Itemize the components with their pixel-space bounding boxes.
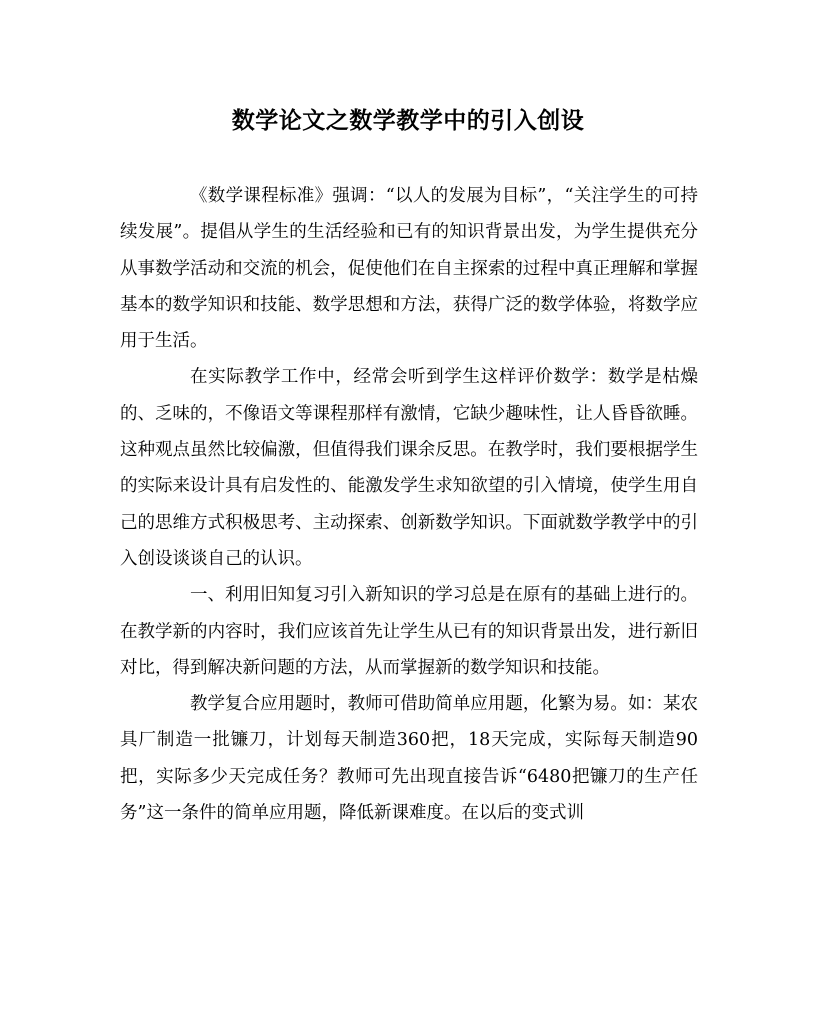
paragraph-reflection: 在实际教学工作中，经常会听到学生这样评价数学：数学是枯燥的、乏味的，不像语文等课程那样有激情，它缺少趣味性，让人昏昏欲睡。这种观点虽然比较偏激，但值得我们课余反思。在教学时，我们要根据学生的实际来设计具有启发性的、能激发学生求知欲望的引入情境，使学生用自己的思维方式积极思考、主动探索、创新数学知识。下面就数学教学中的引入创设谈谈自己的认识。 (120, 367, 698, 569)
paragraph-intro: 《数学课程标准》强调：“以人的发展为目标”，“关注学生的可持续发展”。提倡从学生的生活经验和已有的知识背景出发，为学生提供充分从事数学活动和交流的机会，促使他们在自主探索的过程中真正理解和掌握基本的数学知识和技能、数学思想和方法，获得广泛的数学体验，将数学应用于生活。 (120, 186, 698, 352)
document-title: 数学论文之数学教学中的引入创设 (231, 107, 585, 134)
paragraph-example: 教学复合应用题时，教师可借助简单应用题，化繁为易。如：某农具厂制造一批镰刀，计划每天制造360把，18天完成，实际每天制造90把，实际多少天完成任务？教师可先出现直接告诉“6480把镰刀的生产任务”这一条件的简单应用题，降低新课难度。在以后的变式训 (120, 694, 698, 824)
document-body (120, 178, 698, 831)
paragraph-section-one: 一、利用旧知复习引入新知识的学习总是在原有的基础上进行的。在教学新的内容时，我们应该首先让学生从已有的知识背景出发，进行新旧对比，得到解决新问题的方法，从而掌握新的数学知识和技能。 (120, 585, 698, 678)
